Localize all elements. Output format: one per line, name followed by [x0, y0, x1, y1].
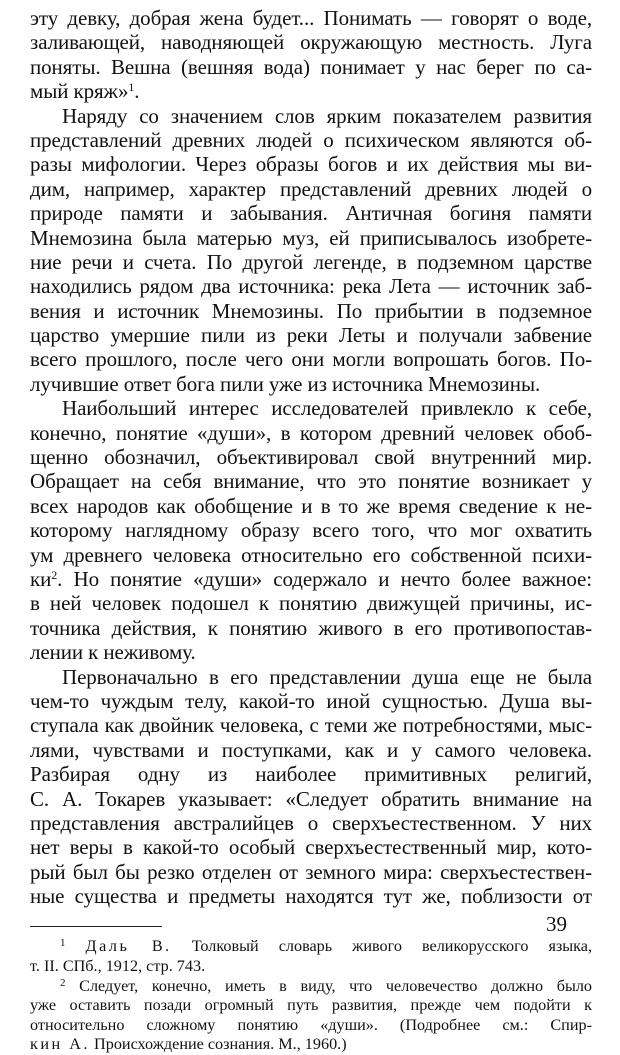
- line-text: ступала как двойник человека, с теми же потребностями, мыс-: [30, 713, 592, 738]
- text-line: [30, 835, 592, 859]
- footnote-text: относительно сложному понятию «души». (Подробнее см.: Спир-: [30, 1015, 592, 1034]
- text-line: [30, 616, 592, 640]
- text-line: [30, 860, 592, 884]
- footnote-text: Следует, конечно, иметь в виду, что человечество должно было: [79, 976, 592, 995]
- line-text: точника действия, к понятию живого в его противопостав-: [30, 615, 592, 640]
- text-line: [30, 445, 592, 469]
- line-text: дим, например, характер представлений древних людей о: [30, 176, 592, 201]
- text-line: [30, 128, 592, 152]
- line-text: ные существа и предметы находятся тут же, поблизости от: [30, 884, 592, 909]
- footnote-line: [30, 1016, 592, 1036]
- text-line: [30, 469, 592, 493]
- line-text: Разбирая одну из наиболее примитивных религий,: [30, 762, 592, 787]
- text-line: [30, 787, 592, 811]
- text-line: [30, 713, 592, 737]
- text-line: [30, 177, 592, 201]
- footnote-line: [30, 937, 592, 957]
- text-line: [30, 323, 592, 347]
- footnote-line: [30, 977, 592, 997]
- footnote-text: Толковый словарь живого великорусского языка,: [171, 937, 593, 956]
- line-text-tail: .: [134, 79, 140, 104]
- text-line: [30, 543, 592, 567]
- line-text: всех народов как обобщение и в то же время сведение к не-: [30, 493, 592, 518]
- line-text: лучившие ответ бога пили уже из источника Мнемозины.: [30, 371, 541, 396]
- line-text: С. А. Токарев указывает: «Следует обратить внимание на: [30, 786, 592, 811]
- text-line: [30, 226, 592, 250]
- footnote-marker: 1: [128, 80, 135, 95]
- text-line: [30, 738, 592, 762]
- line-text: разы мифологии. Через образы богов и их действия мы ви-: [30, 152, 592, 177]
- text-line: [30, 591, 592, 615]
- line-text: чем-то чуждым телу, какой-то иной сущностью. Душа вы-: [30, 688, 592, 713]
- page-number: 39: [546, 912, 567, 936]
- line-text: представления австралийцев о сверхъестественном. У них: [30, 810, 592, 835]
- text-line: [30, 811, 592, 835]
- footnotes: [30, 937, 592, 1055]
- footnote-separator: [30, 926, 162, 927]
- footnote-text: т. II. СПб., 1912, стр. 743.: [30, 957, 206, 976]
- text-line: [30, 55, 592, 79]
- footnote-author: кин А.: [30, 1035, 90, 1054]
- line-text: лями, чувствами и поступками, как и у самого человека.: [30, 737, 592, 762]
- footnote-author: Даль В.: [85, 937, 172, 956]
- text-line: [30, 6, 592, 30]
- line-text: природе памяти и забывания. Античная богиня памяти: [30, 201, 592, 226]
- text-line: [30, 201, 592, 225]
- line-text: Наибольший интерес исследователей привлекло к себе,: [62, 396, 592, 421]
- footnote-text: уже оставить позади огромный путь развития, прежде чем подойти к: [30, 996, 592, 1015]
- text-line: [30, 79, 592, 103]
- line-text: ки: [30, 566, 52, 591]
- text-line: [30, 347, 592, 371]
- footnote-text: Происхождение сознания. М., 1960.): [89, 1035, 347, 1054]
- footnote-line: [30, 1035, 592, 1055]
- text-line: [30, 30, 592, 54]
- line-text: ум древнего человека относительно его собственной психи-: [30, 542, 592, 567]
- text-line: [30, 104, 592, 128]
- footnote-line: [30, 996, 592, 1016]
- text-line: [30, 396, 592, 420]
- text-line: [30, 884, 592, 908]
- line-text: Мнемозина была матерью муз, ей приписывалось изобрете-: [30, 225, 592, 250]
- line-text: заливающей, наводняющей окружающую местность. Луга: [30, 30, 592, 55]
- line-text: вения и источник Мнемозины. По прибытии в подземное: [30, 298, 592, 323]
- line-text: Наряду со значением слов ярким показателем развития: [62, 103, 592, 128]
- line-text: царство умершие пили из реки Леты и получали забвение: [30, 323, 592, 348]
- text-line: [30, 152, 592, 176]
- text-line: [30, 518, 592, 542]
- footnote-number: 2: [60, 976, 66, 989]
- text-line: [30, 689, 592, 713]
- line-text: которому наглядному образу всего того, что мог охватить: [30, 518, 592, 543]
- line-text: конечно, понятие «души», в котором древний человек обоб-: [30, 420, 592, 445]
- line-text: Первоначально в его представлении душа еще не была: [62, 664, 592, 689]
- line-text: всего прошлого, после чего они могли вопрошать богов. По-: [30, 347, 592, 372]
- main-text: [30, 6, 592, 908]
- line-text: находились рядом два источника: река Лета — источник заб-: [30, 274, 592, 299]
- footnote-number: 1: [60, 937, 66, 950]
- text-line: [30, 299, 592, 323]
- text-line: [30, 665, 592, 689]
- text-line: [30, 274, 592, 298]
- text-line: [30, 250, 592, 274]
- text-line: [30, 567, 592, 591]
- text-line: [30, 640, 592, 664]
- line-text: представлений древних людей о психическом являются об-: [30, 127, 592, 152]
- text-line: [30, 421, 592, 445]
- line-text: лении к неживому.: [30, 640, 196, 665]
- book-page: [30, 6, 592, 1055]
- line-text: щенно обозначил, объективировал свой внутренний мир.: [30, 445, 592, 470]
- line-text: поняты. Вешна (вешняя вода) понимает у нас берег по са-: [30, 54, 592, 79]
- line-text: в ней человек подошел к понятию движущей причины, ис-: [30, 591, 592, 616]
- text-line: [30, 494, 592, 518]
- line-text-tail: . Но понятие «души» содержало и нечто более важное:: [57, 566, 592, 591]
- line-text: ние речи и счета. По другой легенде, в подземном царстве: [30, 249, 592, 274]
- line-text: рый был бы резко отделен от земного мира: сверхъестествен-: [30, 859, 592, 884]
- line-text: мый кряж»: [30, 79, 129, 104]
- footnote-marker: 2: [51, 567, 58, 582]
- text-line: [30, 762, 592, 786]
- text-line: [30, 372, 592, 396]
- line-text: эту девку, добрая жена будет... Понимать — говорят о воде,: [30, 6, 592, 30]
- line-text: Обращает на себя внимание, что это понятие возникает у: [30, 469, 592, 494]
- line-text: нет веры в какой-то особый сверхъестественный мир, кото-: [30, 835, 592, 860]
